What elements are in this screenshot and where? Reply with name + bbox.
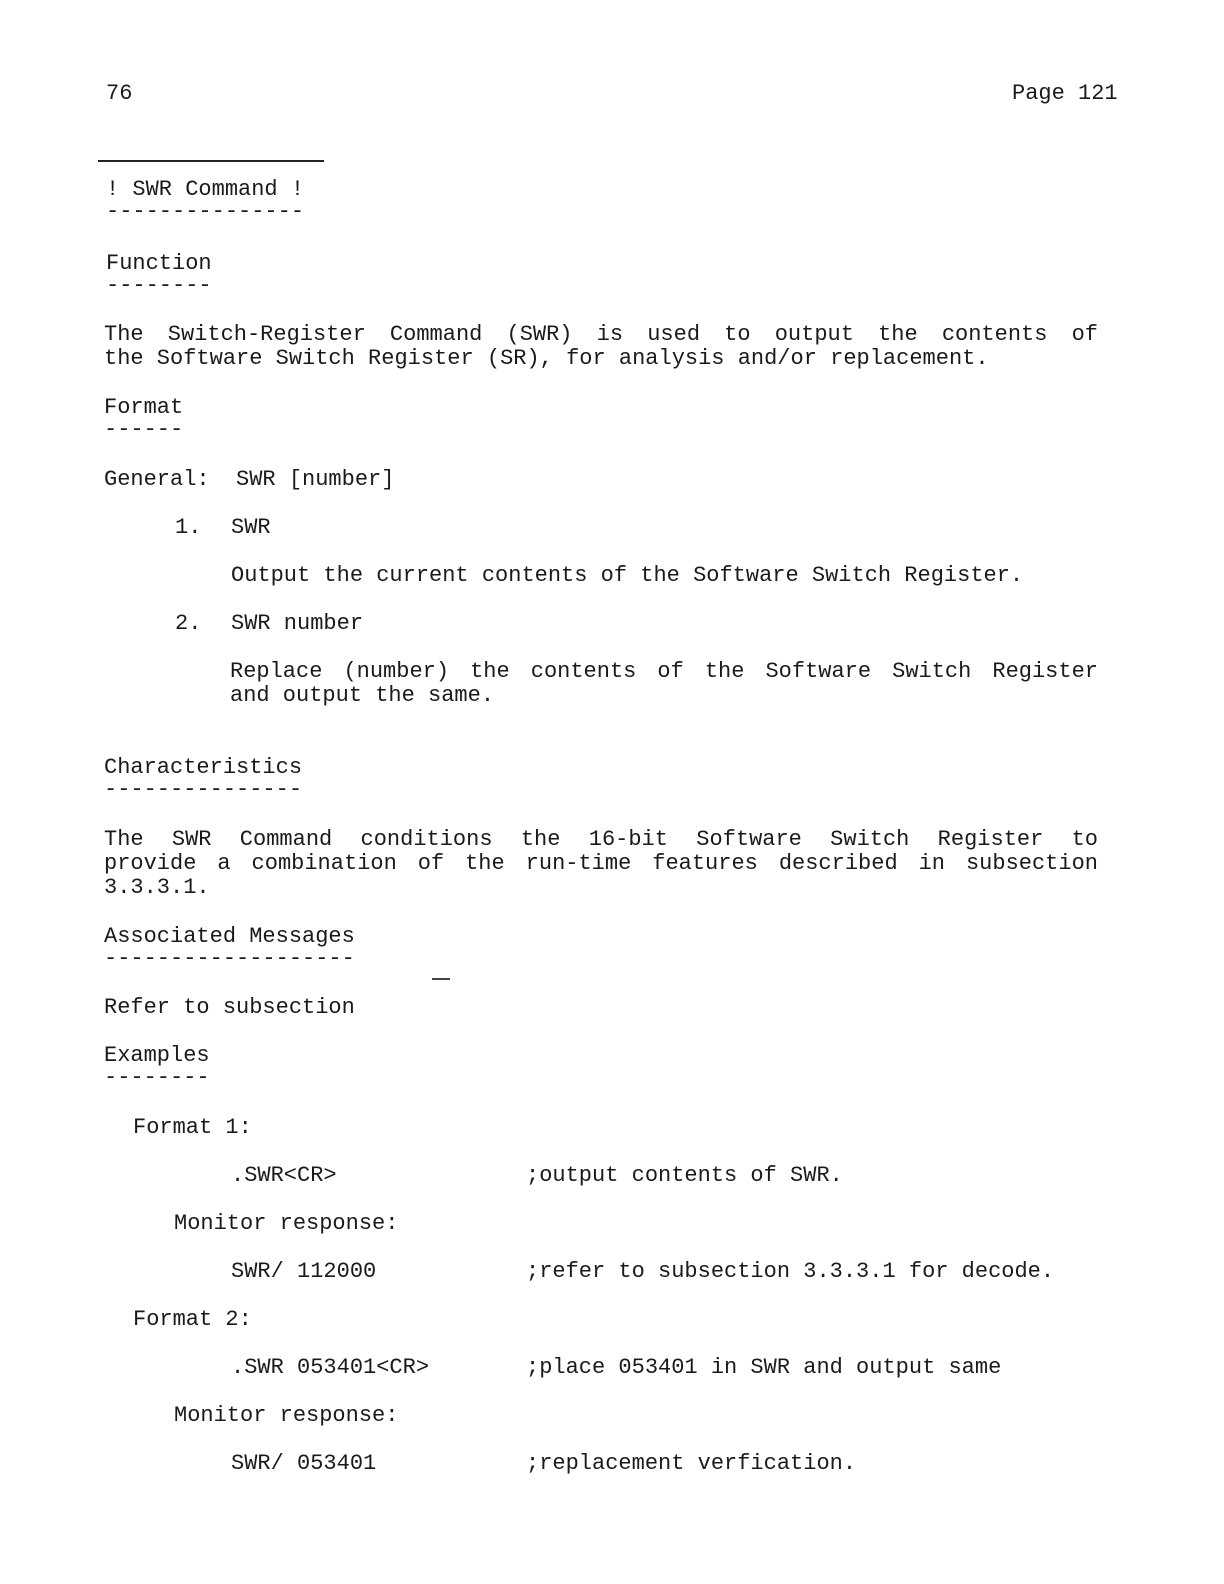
examples-heading: Examples [104,1043,210,1068]
example-format1-response: SWR/ 112000 [231,1259,377,1284]
example-format1-command: .SWR<CR> [231,1163,337,1188]
title-top-rule [98,160,324,162]
section-title-underline: --------------- [106,199,305,224]
format-item-command: SWR [231,515,271,540]
characteristics-line: The SWR Command conditions the 16-bit Software Switch Register to [104,827,1098,852]
format-item-command: SWR number [231,611,364,636]
function-heading: Function [106,251,212,276]
characteristics-line: 3.3.3.1. [104,875,210,900]
example-format2-response: SWR/ 053401 [231,1451,377,1476]
example-format1-monitor-label: Monitor response: [174,1211,399,1236]
function-line: the Software Switch Register (SR), for analysis and/or replacement. [104,346,989,371]
format-item-number: 2. [175,611,202,636]
format-item-description: Output the current contents of the Software Switch Register. [231,563,1024,588]
characteristics-underline: --------------- [104,777,303,802]
examples-underline: -------- [104,1065,210,1090]
function-line: The Switch-Register Command (SWR) is used to output the contents of [104,322,1098,347]
format-item-number: 1. [175,515,202,540]
characteristics-line: provide a combination of the run-time features described in subsection [104,851,1098,876]
messages-text: Refer to subsection [104,995,355,1020]
messages-heading: Associated Messages [104,924,355,949]
page-number-right: Page 121 [1012,81,1118,106]
format-heading: Format [104,395,184,420]
example-format2-command: .SWR 053401<CR> [231,1355,430,1380]
example-format2-response-comment: ;replacement verfication. [526,1451,857,1476]
messages-underline: ------------------- [104,946,355,971]
scan-speck [432,978,450,980]
example-format1-response-comment: ;refer to subsection 3.3.3.1 for decode. [526,1259,1055,1284]
example-format1-label: Format 1: [133,1115,252,1140]
characteristics-heading: Characteristics [104,755,303,780]
page-number-left: 76 [106,81,133,106]
section-title: ! SWR Command ! [106,177,305,202]
example-format2-comment: ;place 053401 in SWR and output same [526,1355,1002,1380]
function-paragraph [104,323,1098,371]
format-item-description-line: Replace (number) the contents of the Software Switch Register [230,659,1098,684]
format-item-description [230,660,1098,708]
format-item-description-line: and output the same. [230,683,495,708]
function-underline: -------- [106,273,212,298]
format-general: General: SWR [number] [104,467,395,492]
format-underline: ------ [104,417,184,442]
example-format2-label: Format 2: [133,1307,252,1332]
characteristics-paragraph [104,828,1098,900]
example-format1-comment: ;output contents of SWR. [526,1163,843,1188]
example-format2-monitor-label: Monitor response: [174,1403,399,1428]
